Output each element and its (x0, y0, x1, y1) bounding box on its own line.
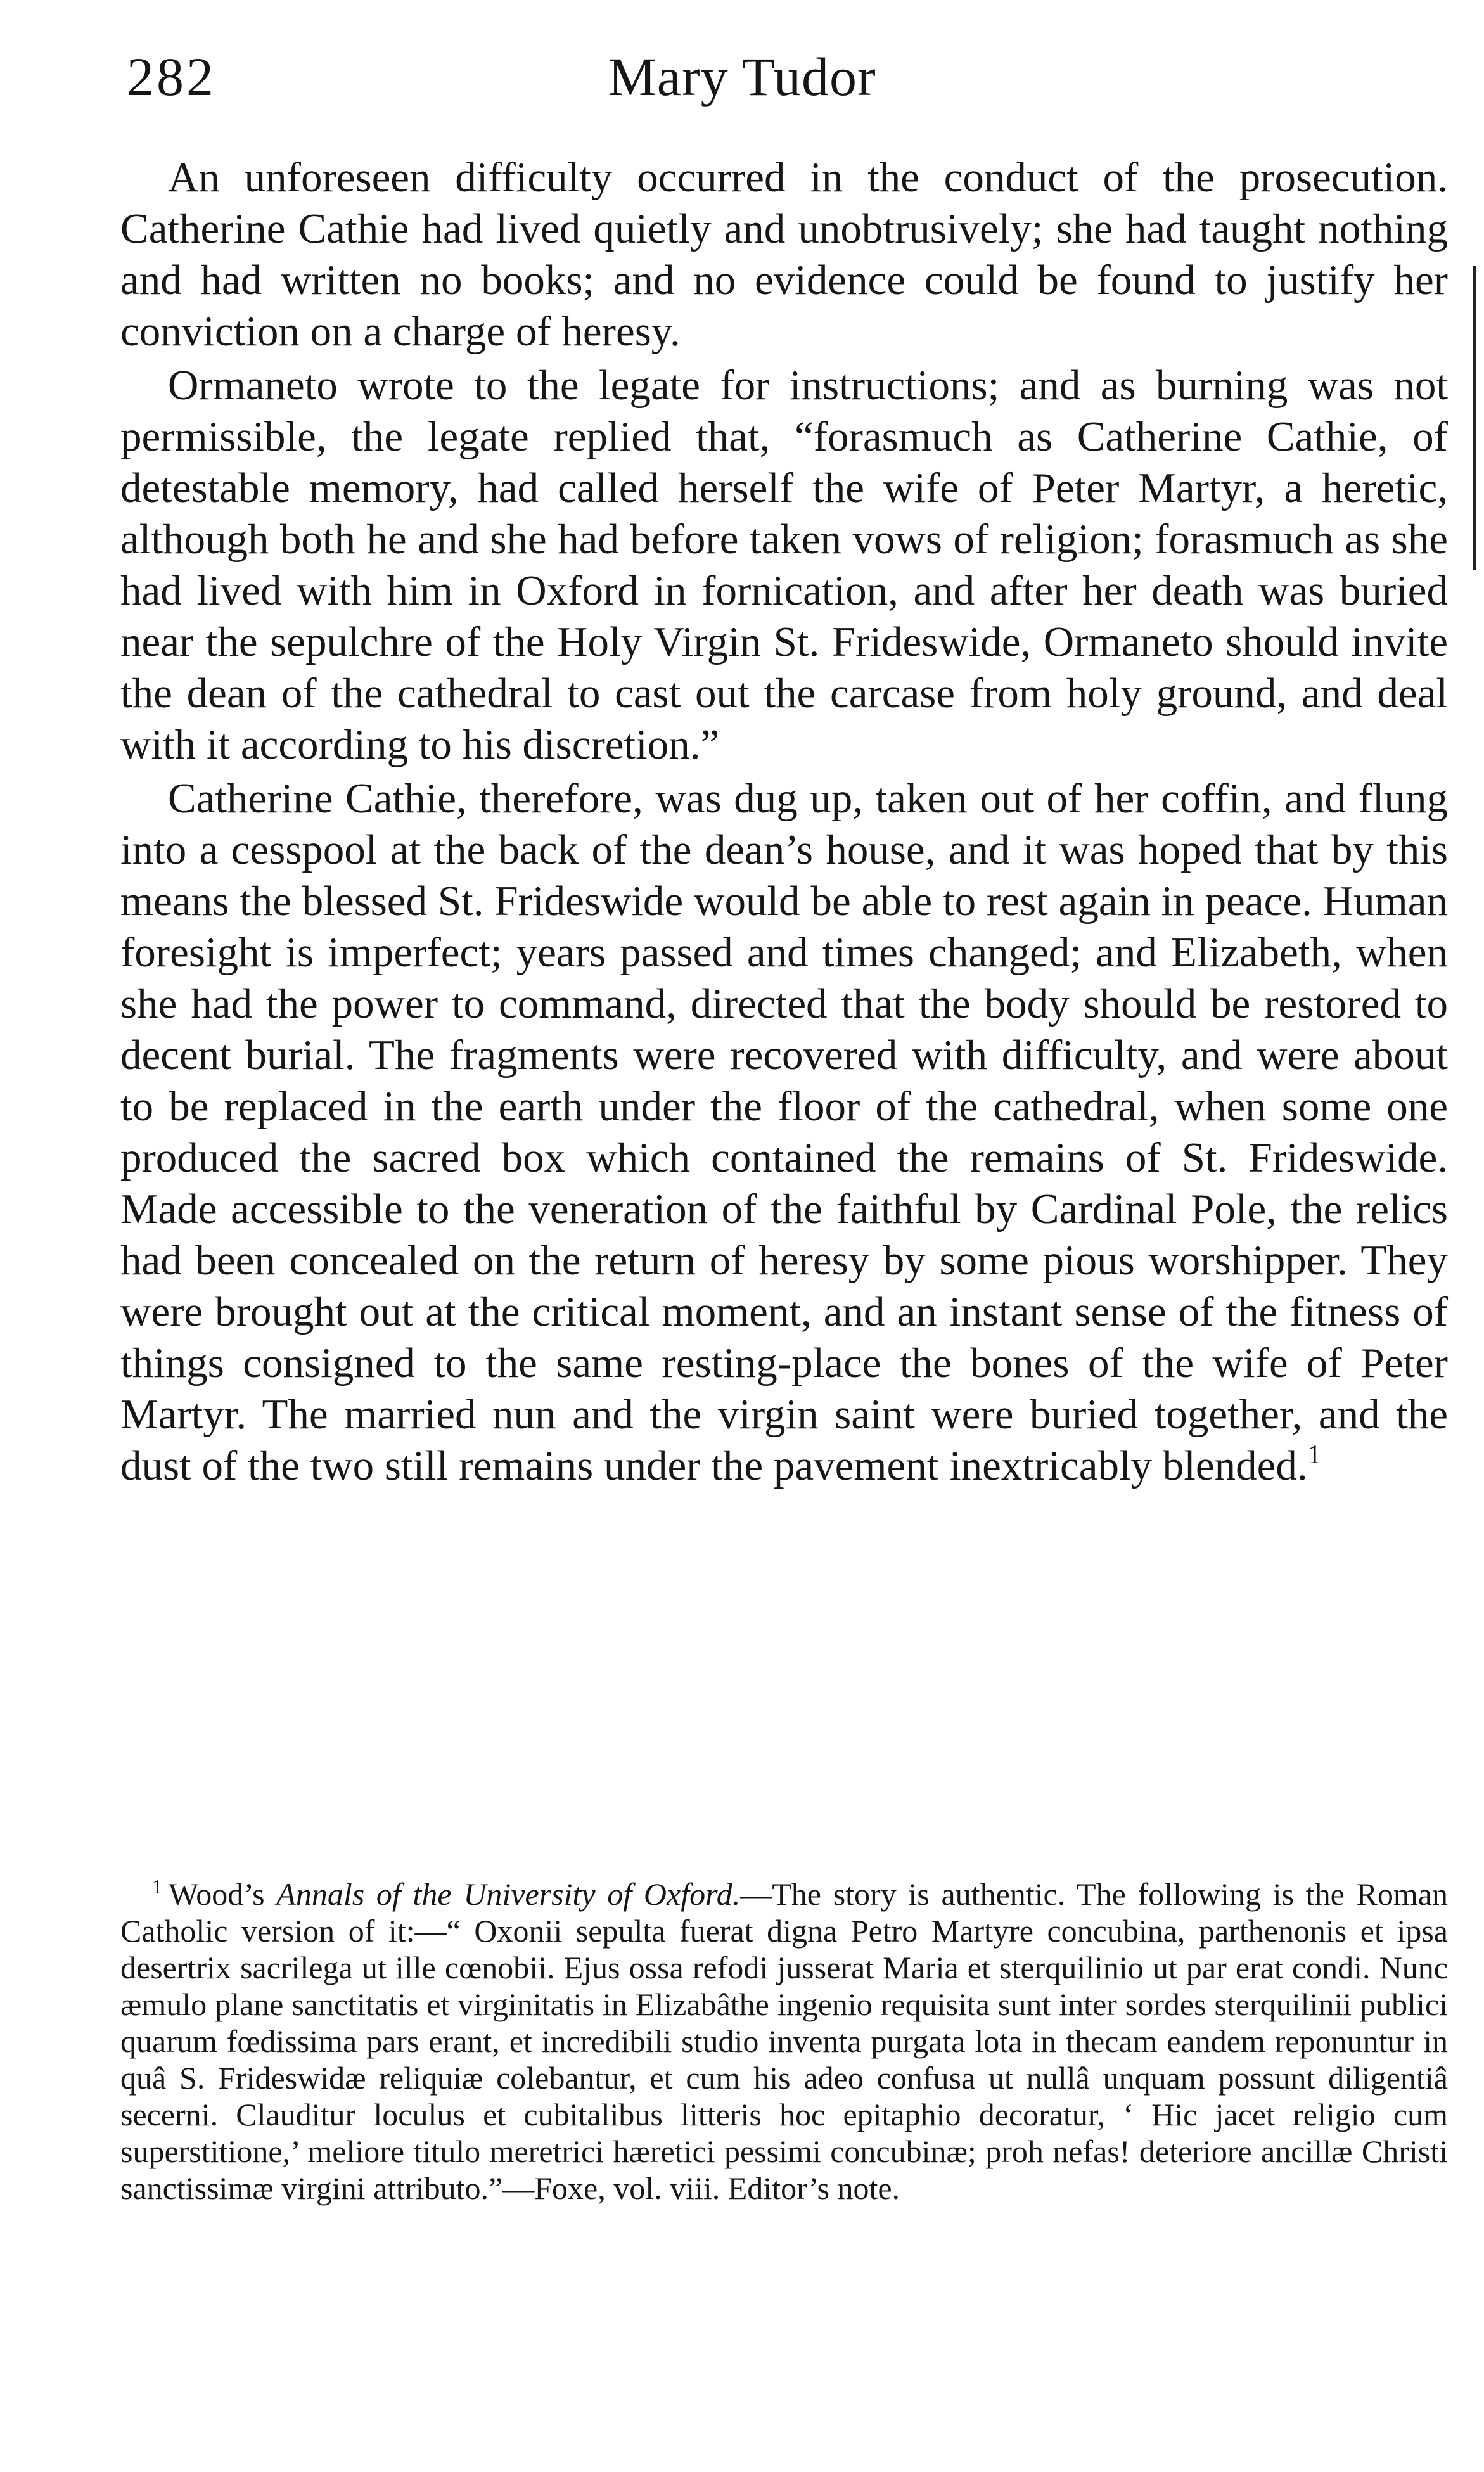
paragraph (120, 360, 1448, 771)
footnote-source-title: Annals of the University of Oxford. (276, 1876, 741, 1912)
body-text (120, 152, 1448, 1494)
paragraph-text: Ormaneto wrote to the legate for instructions; and as burning was not permissible, the legate replied that, “forasmuch as Catherine Cathie, of detestable memory, had called herself the wife of Peter Martyr, a heretic, although both he and she had before taken vows of religion; forasmuch as she had lived with him in Oxford in fornication, and after her death was buried near the sepulchre of the Holy Virgin St. Frideswide, Ormaneto should invite the dean of the cathedral to cast out the carcase from holy ground, and deal with it according to his discretion.” (120, 362, 1448, 768)
footnote-marker: 1 (152, 1875, 162, 1898)
footnote (120, 1876, 1448, 2206)
paragraph (120, 773, 1448, 1492)
page-number: 282 (127, 46, 216, 107)
footnote-text: —The story is authentic. The following is the Roman Catholic version of it:—“ Oxonii sepulta fuerat digna Petro Martyre concubina, parthenonis et ipsa desertrix sacrilega ut ille cœnobii. Ejus ossa refodi jusserat Maria et sterquilinio ut par erat condi. Nunc æmulo plane sanctitatis et virginitatis in Elizabâthe ingenio requisita sunt inter sordes sterquilinii publici quarum fœdissima pars erant, et incredibili studio inventa purgata lota in thecam eandem reponuntur in quâ S. Frideswidæ reliquiæ colebantur, et cum his adeo confusa ut nullâ unquam possunt diligentiâ secerni. Clauditur loculus et cubitalibus litteris hoc epitaphio decoratur, ‘ Hic jacet religio cum superstitione,’ meliore titulo meretrici hæretici pessimi concubinæ; proh nefas! deteriore ancillæ Christi sanctissimæ virgini attributo.”—Foxe, vol. viii. Editor’s note. (120, 1876, 1448, 2206)
paragraph-text: An unforeseen difficulty occurred in the conduct of the prosecution. Catherine Cathie had lived quietly and unobtrusively; she had taught nothing and had written no books; and no evidence could be found to justify her conviction on a charge of heresy. (120, 154, 1448, 355)
paragraph (120, 152, 1448, 357)
paragraph-text: Catherine Cathie, therefore, was dug up, taken out of her coffin, and flung into a cesspool at the back of the dean’s house, and it was hoped that by this means the blessed St. Frideswide would be able to rest again in peace. Human foresight is imperfect; years passed and times changed; and Elizabeth, when she had the power to command, directed that the body should be restored to decent burial. The fragments were recovered with difficulty, and were about to be replaced in the earth under the floor of the cathedral, when some one produced the sacred box which contained the remains of St. Frideswide. Made accessible to the veneration of the faithful by Cardinal Pole, the relics had been concealed on the return of heresy by some pious worshipper. They were brought out at the critical moment, and an instant sense of the fitness of things consigned to the same resting-place the bones of the wife of Peter Martyr. The married nun and the virgin saint were buried together, and the dust of the two still remains under the pavement inextricably blended. (120, 775, 1448, 1489)
footnote-source-prefix: Wood’s (169, 1876, 277, 1912)
running-title: Mary Tudor (608, 46, 876, 107)
footnote-paragraph (120, 1876, 1448, 2206)
margin-rule (1473, 266, 1476, 570)
footnote-reference[interactable]: 1 (1307, 1440, 1321, 1470)
